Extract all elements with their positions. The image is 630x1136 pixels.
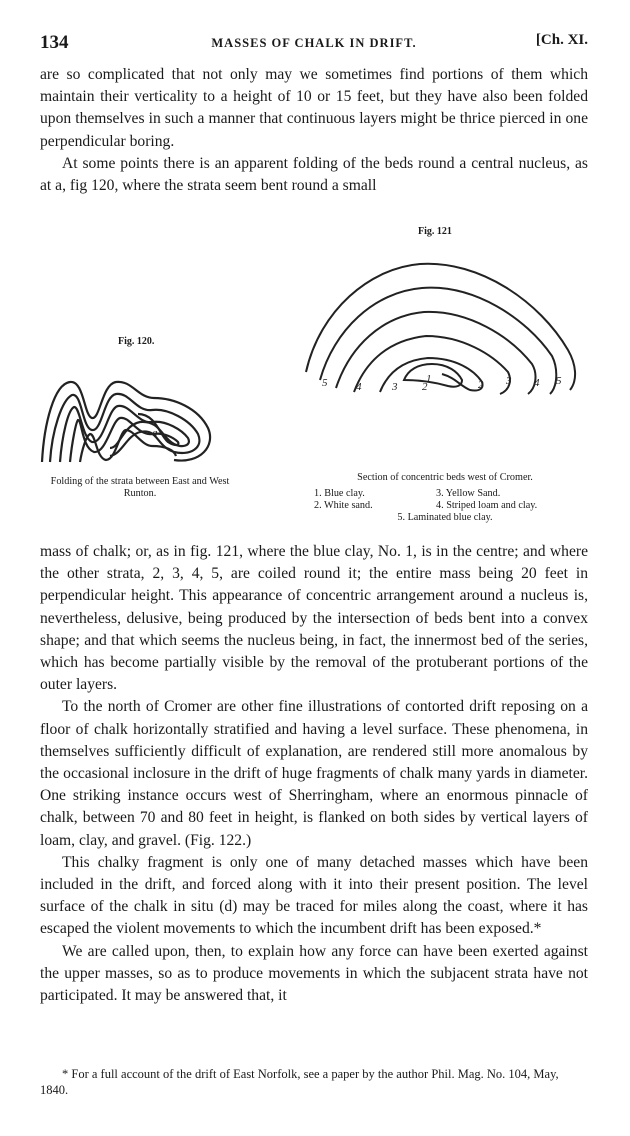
chapter-marker: [Ch. XI. xyxy=(535,32,588,48)
text-block-top xyxy=(40,64,588,197)
figure-121-bed-number: 5 xyxy=(556,375,562,387)
paragraph: At some points there is an apparent folding of the beds round a central nucleus, as at a, fig 120, where the strata seem bent round a small xyxy=(40,154,588,195)
figure-121-bed-number: 5 xyxy=(322,377,328,389)
figure-120-point-label: a xyxy=(152,427,158,439)
figure-121-bed-number: 4 xyxy=(534,377,540,389)
figure-120 xyxy=(40,330,240,510)
page-header xyxy=(40,32,588,58)
figure-121-legend-item: 2. White sand. xyxy=(314,500,373,511)
figure-120-diagram xyxy=(40,350,240,470)
page-number: 134 xyxy=(40,32,69,53)
figure-121-label: Fig. 121 xyxy=(418,226,452,237)
figure-121-caption-title: Section of concentric beds west of Cromer. xyxy=(357,472,533,483)
figure-121-bed-number: 3 xyxy=(392,381,398,393)
paragraph: We are called upon, then, to explain how any force can have been exerted against the upper masses, so as to produce movements in which the subjacent strata have not participated. It may be answered that, it xyxy=(40,942,588,1005)
figure-121-legend-item: 1. Blue clay. xyxy=(314,488,365,499)
text-block-bottom xyxy=(40,541,588,1007)
figure-121 xyxy=(300,222,590,532)
figure-121-bed-number: 2 xyxy=(422,381,428,393)
paragraph: This chalky fragment is only one of many detached masses which have been included in the drift, and forced along with it into their present position. The level surface of the chalk in situ (d) may be traced for miles along the coast, where it has escaped the violent movements to which the incumbent drift has been exposed.* xyxy=(40,853,588,938)
figure-121-legend-item: 5. Laminated blue clay. xyxy=(397,512,493,523)
figure-120-caption: Folding of the strata between East and West Runton. xyxy=(50,476,230,499)
paragraph: mass of chalk; or, as in fig. 121, where the blue clay, No. 1, is in the centre; and where the other strata, 2, 3, 4, 5, are coiled round it; the entire mass being 20 feet in perpendicular height. This appearance of concentric arrangement around a nucleus is, nevertheless, delusive, being produced by the intersection of beds bent into a convex shape; and that which seems the nucleus being, in fact, the innermost bed of the series, which has become partially visible by the removal of the protuberant portions of the outer layers. xyxy=(40,543,588,694)
figure-121-bed-number: 2 xyxy=(478,379,484,391)
figure-120-label: Fig. 120. xyxy=(118,336,155,347)
figure-121-legend-item: 4. Striped loam and clay. xyxy=(436,500,538,511)
paragraph: are so complicated that not only may we sometimes find portions of them which maintain their verticality to a height of 10 or 15 feet, but they have also been folded upon themselves in such a manner that continuous layers might be thrice pierced in one perpendicular boring. xyxy=(40,66,588,150)
footnote xyxy=(40,1066,588,1098)
figure-121-bed-number: 4 xyxy=(356,381,362,393)
figure-121-diagram xyxy=(300,240,590,470)
running-title: MASSES OF CHALK IN DRIFT. xyxy=(211,36,417,50)
figure-121-bed-number: 1 xyxy=(426,373,432,385)
paragraph: To the north of Cromer are other fine illustrations of contorted drift reposing on a floor of chalk horizontally stratified and having a level surface. These phenomena, in themselves sufficiently difficult of explanation, are rendered still more anomalous by the occasional inclosure in the drift of huge fragments of chalk many yards in diameter. One striking instance occurs west of Sherringham, where an enormous pinnacle of chalk, between 70 and 80 feet in height, is flanked on both sides by vertical layers of loam, clay, and gravel. (Fig. 122.) xyxy=(40,698,588,849)
footnote-text: * For a full account of the drift of East Norfolk, see a paper by the author Phil. Mag. No. 104, May, 1840. xyxy=(40,1067,559,1097)
figure-121-bed-number: 3 xyxy=(506,375,512,387)
figure-121-legend-item: 3. Yellow Sand. xyxy=(436,488,501,499)
